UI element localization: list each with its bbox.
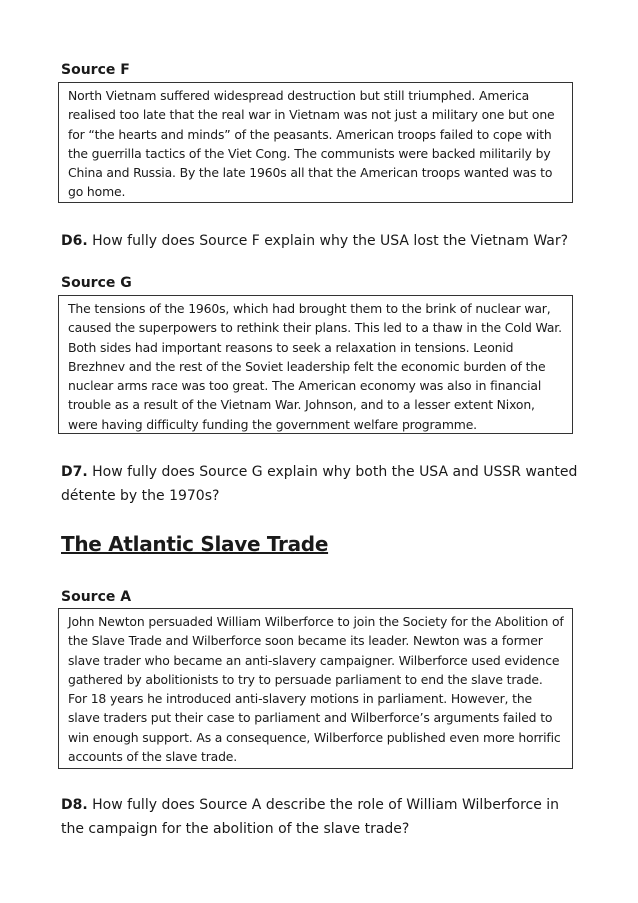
question-d6-text: How fully does Source F explain why the USA lost the Vietnam War? xyxy=(92,233,569,249)
source-a-label: Source A xyxy=(61,589,132,605)
source-a-box xyxy=(58,608,573,769)
section-title: The Atlantic Slave Trade xyxy=(61,532,329,556)
question-d7 xyxy=(61,460,581,508)
question-d6-id: D6. xyxy=(61,233,88,249)
source-a-text: John Newton persuaded William Wilberforce to join the Society for the Abolition of the Slave Trade and Wilberforce soon became its leader. Newton was a former slave trader who became an anti-slavery campaigner. Wilberforce used evidence gathered by abolitionists to try to persuade parliament to end the slave trade. For 18 years he introduced anti-slavery motions in parliament. However, the slave traders put their case to parliament and Wilberforce’s arguments failed to win enough support. As a consequence, Wilberforce published even more horrific accounts of the slave trade. xyxy=(68,614,564,765)
question-d6 xyxy=(61,229,581,253)
source-f-text: North Vietnam suffered widespread destruction but still triumphed. America realised too late that the real war in Vietnam was not just a military one but one for “the hearts and minds” of the peasants. American troops failed to cope with the guerrilla tactics of the Viet Cong. The communists were backed militarily by China and Russia. By the late 1960s all that the American troops wanted was to go home. xyxy=(68,88,555,200)
question-d8-id: D8. xyxy=(61,797,88,813)
source-g-text: The tensions of the 1960s, which had brought them to the brink of nuclear war, caused the superpowers to rethink their plans. This led to a thaw in the Cold War. Both sides had important reasons to seek a relaxation in tensions. Leonid Brezhnev and the rest of the Soviet leadership felt the economic burden of the nuclear arms race was too great. The American economy was also in financial trouble as a result of the Vietnam War. Johnson, and to a lesser extent Nixon, were having difficulty funding the government welfare programme. xyxy=(68,301,562,432)
question-d8-text: How fully does Source A describe the role of William Wilberforce in the campaign for the abolition of the slave trade? xyxy=(61,797,560,837)
source-f-label: Source F xyxy=(61,62,130,78)
source-g-label: Source G xyxy=(61,275,132,291)
question-d8 xyxy=(61,793,581,841)
source-g-box xyxy=(58,295,573,434)
question-d7-id: D7. xyxy=(61,464,88,480)
question-d7-text: How fully does Source G explain why both the USA and USSR wanted détente by the 1970s? xyxy=(61,464,578,504)
source-f-box xyxy=(58,82,573,203)
